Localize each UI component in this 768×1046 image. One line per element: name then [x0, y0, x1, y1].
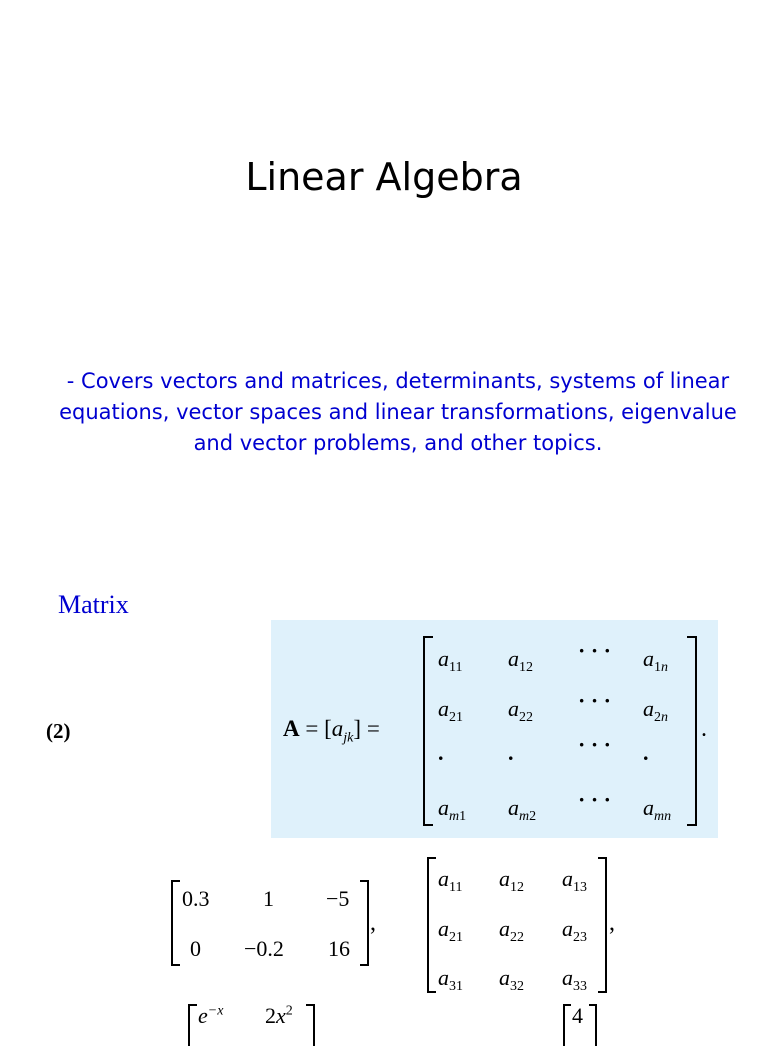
example-matrix-4-right-bracket — [589, 1004, 597, 1046]
slide-description: - Covers vectors and matrices, determinants, systems of linear equations, vector spaces and linear transformations, eigenvalue and vector problems, and other topics. — [59, 369, 737, 455]
example-matrix-2-cell: $a_{13}$ — [562, 866, 587, 895]
example-matrix-2-cell: $a_{12}$ — [499, 866, 524, 895]
example-matrix-1-left-bracket — [171, 880, 180, 966]
general-matrix-cell: $a_{12}$ — [508, 646, 533, 675]
example-matrix-3-right-bracket — [306, 1004, 315, 1046]
example-matrix-2-left-bracket — [427, 857, 436, 993]
general-matrix-cell: . — [438, 740, 444, 765]
example-matrix-1-cell: 0 — [190, 936, 201, 961]
general-matrix-right-bracket — [687, 636, 697, 826]
equation-lhs — [283, 716, 380, 747]
example-matrix-1-right-bracket — [360, 880, 369, 966]
general-matrix-cell: · · · — [578, 787, 612, 812]
general-matrix-cell: $a_{22}$ — [508, 696, 533, 725]
lhs-equals: = — [305, 716, 319, 741]
example-matrix-2-comma: , — [609, 910, 615, 936]
general-matrix-cell: $a_{mn}$ — [643, 795, 672, 824]
example-matrix-2-cell: $a_{33}$ — [562, 965, 587, 994]
example-matrix-1-comma: , — [370, 910, 376, 936]
example-matrix-2-cell: $a_{11}$ — [438, 866, 463, 895]
matrix-symbol: A — [283, 716, 300, 741]
example-matrix-2-right-bracket — [598, 857, 607, 993]
equation-number: (2) — [46, 719, 71, 743]
example-matrix-2-cell: $a_{21}$ — [438, 916, 463, 945]
example-matrix-2-cell: $a_{31}$ — [438, 965, 463, 994]
general-matrix-cell: $a_{m2}$ — [508, 795, 537, 824]
general-matrix-cell: $a_{2n}$ — [643, 696, 668, 725]
example-matrix-2-cell: $a_{23}$ — [562, 916, 587, 945]
general-matrix-cell: $a_{1n}$ — [643, 646, 668, 675]
example-matrix-3-entry-2: $2x^2$ — [265, 1003, 293, 1028]
example-matrix-1-cell: 1 — [263, 886, 274, 911]
example-matrix-4-entry: 4 — [572, 1003, 583, 1028]
general-matrix-cell: $a_{21}$ — [438, 696, 463, 725]
lhs-open-bracket: [ — [324, 716, 332, 741]
general-matrix-cell: · · · — [578, 688, 612, 713]
example-matrix-3-left-bracket — [188, 1004, 197, 1046]
example-matrix-3-entry-1: $e^{-x}$ — [198, 1003, 224, 1028]
example-matrix-2-cell: $a_{32}$ — [499, 965, 524, 994]
lhs-close-bracket: ] — [353, 716, 362, 741]
lhs-entry-sub: jk — [343, 730, 354, 746]
section-label: Matrix — [58, 590, 129, 619]
example-matrix-2-cell: $a_{22}$ — [499, 916, 524, 945]
general-matrix-period: . — [701, 716, 707, 742]
example-matrix-1-cell: −0.2 — [244, 936, 284, 961]
general-matrix-cell: . — [508, 740, 514, 765]
slide-title: Linear Algebra — [245, 155, 523, 199]
example-matrix-4-left-bracket — [563, 1004, 571, 1046]
example-matrix-1-cell: −5 — [326, 886, 350, 911]
general-matrix-cell: $a_{m1}$ — [438, 795, 467, 824]
general-matrix-left-bracket — [423, 636, 433, 826]
example-matrix-1-cell: 16 — [328, 936, 350, 961]
general-matrix-cell: · · · — [578, 638, 612, 663]
general-matrix-cell: · · · — [578, 732, 612, 757]
general-matrix-cell: . — [643, 740, 649, 765]
general-matrix-cell: $a_{11}$ — [438, 646, 463, 675]
lhs-entry: a — [331, 716, 344, 741]
example-matrix-1-cell: 0.3 — [182, 886, 210, 911]
rhs-equals: = — [366, 716, 380, 741]
